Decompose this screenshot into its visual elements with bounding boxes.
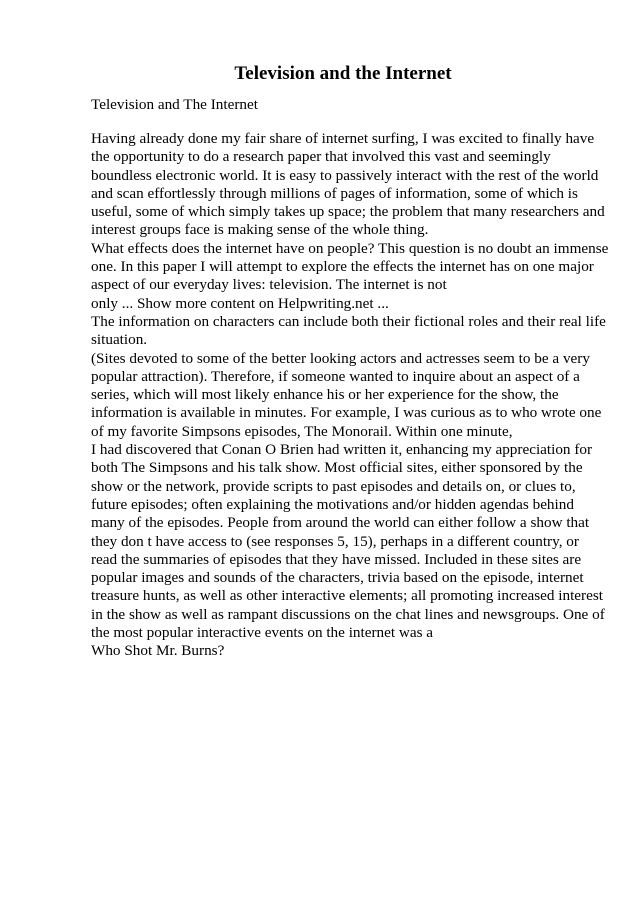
body-line: they don t have access to (see responses 5, 15), perhaps in a different country, or bbox=[91, 532, 579, 550]
show-more-line: only ... Show more content on Helpwriting.net ... bbox=[91, 294, 389, 312]
body-line: information is available in minutes. For example, I was curious as to who wrote one bbox=[91, 404, 602, 422]
body-line: read the summaries of episodes that they have missed. Included in these sites are bbox=[91, 550, 582, 568]
body-line: What effects does the internet have on people? This question is no doubt an immense bbox=[91, 239, 609, 257]
body-line: popular attraction). Therefore, if someone wanted to inquire about an aspect of a bbox=[91, 367, 580, 385]
body-line: in the show as well as rampant discussions on the chat lines and newsgroups. One of bbox=[91, 605, 605, 623]
body-line: many of the episodes. People from around the world can either follow a show that bbox=[91, 514, 590, 532]
body-line: treasure hunts, as well as other interactive elements; all promoting increased interest bbox=[91, 587, 603, 605]
body-line: popular images and sounds of the characters, trivia based on the episode, internet bbox=[91, 569, 584, 587]
body-line: boundless electronic world. It is easy to passively interact with the rest of the world bbox=[91, 166, 599, 184]
body-line: show or the network, provide scripts to past episodes and details on, or clues to, bbox=[91, 477, 576, 495]
body-line: interest groups face is making sense of the whole thing. bbox=[91, 221, 429, 239]
document-body bbox=[91, 130, 609, 661]
document-subtitle: Television and The Internet bbox=[91, 96, 258, 113]
body-line: both The Simpsons and his talk show. Most official sites, either sponsored by the bbox=[91, 459, 583, 477]
body-line: aspect of our everyday lives: television. The internet is not bbox=[91, 276, 447, 294]
body-line: (Sites devoted to some of the better looking actors and actresses seem to be a very bbox=[91, 349, 590, 367]
body-line: Having already done my fair share of internet surfing, I was excited to finally have bbox=[91, 130, 595, 147]
body-line: future episodes; often explaining the motivations and/or hidden agendas behind bbox=[91, 495, 574, 513]
body-line: the most popular interactive events on the internet was a bbox=[91, 624, 434, 642]
body-line: situation. bbox=[91, 331, 148, 349]
body-line: useful, some of which simply takes up space; the problem that many researchers and bbox=[91, 203, 605, 221]
body-line: the opportunity to do a research paper that involved this vast and seemingly bbox=[91, 148, 551, 166]
document-title: Television and the Internet bbox=[234, 63, 452, 84]
body-line: and scan effortlessly through millions of pages of information, some of which is bbox=[91, 184, 578, 202]
body-line: The information on characters can include both their fictional roles and their real life bbox=[91, 312, 606, 330]
body-line: Who Shot Mr. Burns? bbox=[91, 642, 225, 660]
body-line: I had discovered that Conan O Brien had written it, enhancing my appreciation for bbox=[91, 441, 593, 459]
body-line: of my favorite Simpsons episodes, The Monorail. Within one minute, bbox=[91, 422, 513, 440]
body-line: series, which will most likely enhance his or her experience for the show, the bbox=[91, 386, 559, 404]
body-line: one. In this paper I will attempt to explore the effects the internet has on one major bbox=[91, 258, 594, 276]
